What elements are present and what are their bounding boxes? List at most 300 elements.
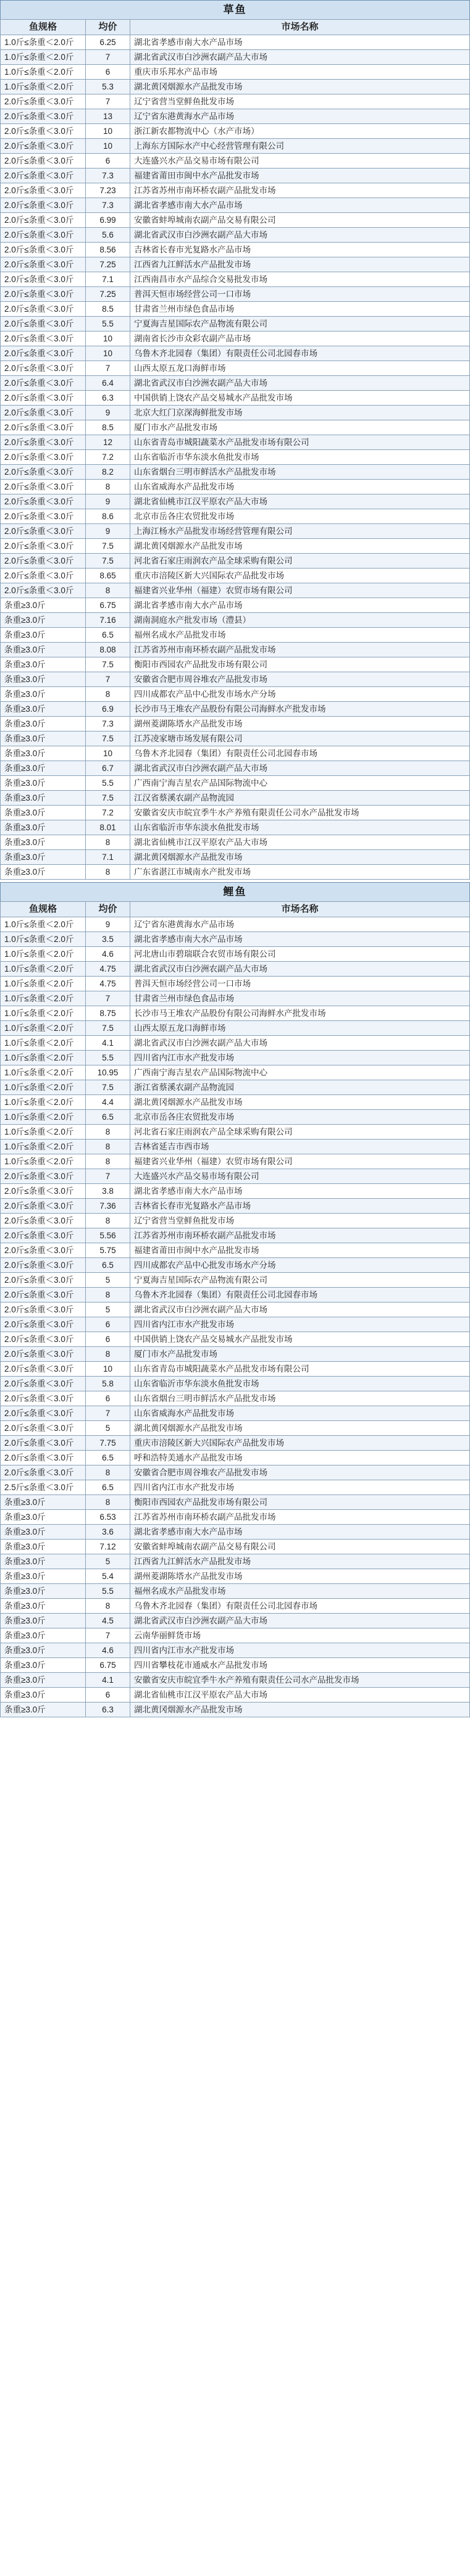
spec-cell: 条重≥3.0斤 xyxy=(1,1510,86,1525)
market-cell: 湖州菱湖陈塔水产品批发市场 xyxy=(130,1569,470,1584)
table-row xyxy=(1,583,470,598)
spec-cell: 条重≥3.0斤 xyxy=(1,672,86,687)
market-cell: 湖北省孝感市南大水产品市场 xyxy=(130,598,470,613)
spec-cell: 1.0斤≤条重＜2.0斤 xyxy=(1,1125,86,1140)
market-cell: 上海江杨水产品批发市场经营管理有限公司 xyxy=(130,524,470,539)
spec-cell: 2.0斤≤条重＜3.0斤 xyxy=(1,1391,86,1406)
table-row xyxy=(1,1184,470,1199)
market-cell: 四川省内江市水产批发市场 xyxy=(130,1051,470,1065)
spec-cell: 2.0斤≤条重＜3.0斤 xyxy=(1,1303,86,1317)
spec-cell: 1.0斤≤条重＜2.0斤 xyxy=(1,1065,86,1080)
table-row xyxy=(1,391,470,406)
spec-cell: 2.0斤≤条重＜3.0斤 xyxy=(1,554,86,569)
table-row xyxy=(1,109,470,124)
column-header-market: 市场名称 xyxy=(130,902,470,917)
table-row xyxy=(1,628,470,643)
table-row xyxy=(1,776,470,791)
market-cell: 山东省青岛市城阳蔬菜水产品批发市场有限公司 xyxy=(130,1362,470,1377)
table-row xyxy=(1,154,470,169)
price-cell: 7 xyxy=(86,1169,130,1184)
spec-cell: 2.0斤≤条重＜3.0斤 xyxy=(1,1436,86,1451)
table-row xyxy=(1,1391,470,1406)
market-cell: 广东省湛江市城南水产批发市场 xyxy=(130,865,470,880)
market-cell: 江苏省苏州市南环桥农副产品批发市场 xyxy=(130,183,470,198)
spec-cell: 2.0斤≤条重＜3.0斤 xyxy=(1,1332,86,1347)
price-cell: 8 xyxy=(86,583,130,598)
spec-cell: 2.0斤≤条重＜3.0斤 xyxy=(1,198,86,213)
spec-cell: 2.0斤≤条重＜3.0斤 xyxy=(1,494,86,509)
spec-cell: 条重≥3.0斤 xyxy=(1,791,86,806)
table-row xyxy=(1,1303,470,1317)
price-cell: 4.4 xyxy=(86,1095,130,1110)
market-cell: 辽宁省东港黄海水产品市场 xyxy=(130,917,470,932)
spec-cell: 1.0斤≤条重＜2.0斤 xyxy=(1,65,86,80)
price-cell: 7.3 xyxy=(86,198,130,213)
table-row xyxy=(1,1317,470,1332)
market-cell: 北京大红门京深海鲜批发市场 xyxy=(130,406,470,420)
table-row xyxy=(1,962,470,977)
market-cell: 江西省九江鲜活水产品批发市场 xyxy=(130,257,470,272)
table-row xyxy=(1,1510,470,1525)
price-cell: 7 xyxy=(86,1406,130,1421)
spec-cell: 2.0斤≤条重＜3.0斤 xyxy=(1,524,86,539)
price-cell: 6.5 xyxy=(86,1480,130,1495)
spec-cell: 2.0斤≤条重＜3.0斤 xyxy=(1,420,86,435)
table-row xyxy=(1,183,470,198)
market-cell: 北京市岳各庄农贸批发市场 xyxy=(130,1110,470,1125)
price-table xyxy=(0,901,470,1717)
spec-cell: 2.0斤≤条重＜3.0斤 xyxy=(1,583,86,598)
table-row xyxy=(1,991,470,1006)
price-cell: 8 xyxy=(86,1347,130,1362)
market-cell: 呼和浩特美通水产品批发市场 xyxy=(130,1451,470,1465)
spec-cell: 1.0斤≤条重＜2.0斤 xyxy=(1,1110,86,1125)
market-cell: 中国供销上饶农产品交易城水产品批发市场 xyxy=(130,1332,470,1347)
price-cell: 6.4 xyxy=(86,376,130,391)
spec-cell: 1.0斤≤条重＜2.0斤 xyxy=(1,1036,86,1051)
price-cell: 10 xyxy=(86,124,130,139)
market-cell: 山东省威海水产品批发市场 xyxy=(130,1406,470,1421)
market-cell: 乌鲁木齐北园春（集团）有限责任公司北园春市场 xyxy=(130,1288,470,1303)
price-cell: 5.5 xyxy=(86,1584,130,1599)
table-row xyxy=(1,198,470,213)
spec-cell: 2.0斤≤条重＜3.0斤 xyxy=(1,1465,86,1480)
price-cell: 7 xyxy=(86,361,130,376)
table-row xyxy=(1,272,470,287)
table-row xyxy=(1,80,470,94)
table-row xyxy=(1,257,470,272)
market-cell: 厦门市水产品批发市场 xyxy=(130,420,470,435)
table-row xyxy=(1,494,470,509)
price-table xyxy=(0,19,470,880)
table-row xyxy=(1,1169,470,1184)
table-row xyxy=(1,1421,470,1436)
spec-cell: 2.0斤≤条重＜3.0斤 xyxy=(1,1199,86,1214)
market-cell: 大连盛兴水产品交易市场有限公司 xyxy=(130,154,470,169)
price-cell: 7.5 xyxy=(86,1021,130,1036)
spec-cell: 2.0斤≤条重＜3.0斤 xyxy=(1,213,86,228)
price-cell: 7.3 xyxy=(86,169,130,183)
spec-cell: 2.0斤≤条重＜3.0斤 xyxy=(1,228,86,243)
spec-cell: 2.0斤≤条重＜3.0斤 xyxy=(1,361,86,376)
price-cell: 9 xyxy=(86,494,130,509)
table-row xyxy=(1,1036,470,1051)
table-row xyxy=(1,317,470,331)
table-row xyxy=(1,717,470,732)
spec-cell: 条重≥3.0斤 xyxy=(1,732,86,746)
spec-cell: 条重≥3.0斤 xyxy=(1,835,86,850)
table-row xyxy=(1,1065,470,1080)
table-row xyxy=(1,94,470,109)
market-cell: 安徽省蚌埠城南农副产品交易有限公司 xyxy=(130,213,470,228)
spec-cell: 1.0斤≤条重＜2.0斤 xyxy=(1,35,86,50)
spec-cell: 条重≥3.0斤 xyxy=(1,1643,86,1658)
table-row xyxy=(1,1110,470,1125)
table-row xyxy=(1,65,470,80)
price-cell: 9 xyxy=(86,917,130,932)
spec-cell: 条重≥3.0斤 xyxy=(1,1658,86,1673)
market-cell: 江苏省苏州市南环桥农副产品批发市场 xyxy=(130,643,470,657)
spec-cell: 2.0斤≤条重＜3.0斤 xyxy=(1,480,86,494)
market-cell: 衡阳市西园农产品批发市场有限公司 xyxy=(130,1495,470,1510)
table-row xyxy=(1,1628,470,1643)
price-cell: 10 xyxy=(86,331,130,346)
spec-cell: 条重≥3.0斤 xyxy=(1,1495,86,1510)
spec-cell: 2.0斤≤条重＜3.0斤 xyxy=(1,302,86,317)
table-row xyxy=(1,1569,470,1584)
table-row xyxy=(1,746,470,761)
market-cell: 浙江新农都物流中心（水产市场） xyxy=(130,124,470,139)
price-cell: 6 xyxy=(86,1391,130,1406)
price-cell: 9 xyxy=(86,406,130,420)
market-cell: 重庆市乐邦水产品市场 xyxy=(130,65,470,80)
market-cell: 河北唐山市碧瑞联合农贸市场有限公司 xyxy=(130,947,470,962)
spec-cell: 2.0斤≤条重＜3.0斤 xyxy=(1,376,86,391)
price-cell: 7.5 xyxy=(86,554,130,569)
market-cell: 长沙市马王堆农产品股份有限公司海鲜水产批发市场 xyxy=(130,1006,470,1021)
table-row xyxy=(1,1554,470,1569)
table-row xyxy=(1,50,470,65)
price-cell: 4.1 xyxy=(86,1036,130,1051)
table-row xyxy=(1,1599,470,1614)
price-cell: 6.25 xyxy=(86,35,130,50)
market-cell: 福州名成水产品批发市场 xyxy=(130,1584,470,1599)
market-cell: 湖北省仙桃市江汉平原农产品大市场 xyxy=(130,494,470,509)
price-cell: 4.75 xyxy=(86,977,130,991)
price-cell: 6 xyxy=(86,65,130,80)
price-cell: 10 xyxy=(86,746,130,761)
market-cell: 山东省临沂市华东淡水鱼批发市场 xyxy=(130,820,470,835)
spec-cell: 2.0斤≤条重＜3.0斤 xyxy=(1,406,86,420)
table-row xyxy=(1,1006,470,1021)
market-cell: 普洱天恒市场经营公司一口市场 xyxy=(130,977,470,991)
table-row xyxy=(1,1214,470,1228)
spec-cell: 2.0斤≤条重＜3.0斤 xyxy=(1,1214,86,1228)
market-cell: 重庆市涪陵区新大兴国际农产品批发市场 xyxy=(130,569,470,583)
market-cell: 山东省青岛市城阳蔬菜水产品批发市场有限公司 xyxy=(130,435,470,450)
spec-cell: 2.0斤≤条重＜3.0斤 xyxy=(1,1184,86,1199)
spec-cell: 条重≥3.0斤 xyxy=(1,776,86,791)
market-cell: 四川成都农产品中心批发市场水产分场 xyxy=(130,1258,470,1273)
spec-cell: 2.0斤≤条重＜3.0斤 xyxy=(1,169,86,183)
table-row xyxy=(1,702,470,717)
spec-cell: 2.0斤≤条重＜3.0斤 xyxy=(1,465,86,480)
table-row xyxy=(1,361,470,376)
price-cell: 7 xyxy=(86,50,130,65)
market-cell: 江苏凌家塘市场发展有限公司 xyxy=(130,732,470,746)
price-cell: 8 xyxy=(86,1495,130,1510)
spec-cell: 2.0斤≤条重＜3.0斤 xyxy=(1,1406,86,1421)
spec-cell: 条重≥3.0斤 xyxy=(1,1540,86,1554)
price-cell: 7.25 xyxy=(86,257,130,272)
table-row xyxy=(1,947,470,962)
spec-cell: 条重≥3.0斤 xyxy=(1,628,86,643)
table-row xyxy=(1,1154,470,1169)
spec-cell: 1.0斤≤条重＜2.0斤 xyxy=(1,917,86,932)
spec-cell: 条重≥3.0斤 xyxy=(1,1569,86,1584)
market-cell: 湖北黄冈烟源水产品批发市场 xyxy=(130,850,470,865)
spec-cell: 条重≥3.0斤 xyxy=(1,806,86,820)
spec-cell: 1.0斤≤条重＜2.0斤 xyxy=(1,1140,86,1154)
market-cell: 安徽省安庆市皖宜季牛水产养殖有限责任公司水产品批发市场 xyxy=(130,1673,470,1688)
market-cell: 山东省临沂市华东淡水鱼批发市场 xyxy=(130,450,470,465)
market-cell: 山东省威海水产品批发市场 xyxy=(130,480,470,494)
price-cell: 7 xyxy=(86,672,130,687)
price-cell: 5 xyxy=(86,1303,130,1317)
spec-cell: 2.0斤≤条重＜3.0斤 xyxy=(1,509,86,524)
price-cell: 6 xyxy=(86,1688,130,1703)
table-row xyxy=(1,732,470,746)
market-cell: 湖州菱湖陈塔水产品批发市场 xyxy=(130,717,470,732)
market-cell: 湖北省孝感市南大水产品市场 xyxy=(130,1184,470,1199)
price-cell: 7 xyxy=(86,1628,130,1643)
spec-cell: 条重≥3.0斤 xyxy=(1,717,86,732)
spec-cell: 2.0斤≤条重＜3.0斤 xyxy=(1,450,86,465)
spec-cell: 条重≥3.0斤 xyxy=(1,687,86,702)
market-cell: 山东省烟台三明市鲜活水产品批发市场 xyxy=(130,1391,470,1406)
spec-cell: 2.0斤≤条重＜3.0斤 xyxy=(1,1362,86,1377)
table-row xyxy=(1,1436,470,1451)
table-row xyxy=(1,1540,470,1554)
spec-cell: 1.0斤≤条重＜2.0斤 xyxy=(1,1051,86,1065)
market-cell: 湖北黄冈烟源水产品批发市场 xyxy=(130,1095,470,1110)
table-row xyxy=(1,406,470,420)
table-row xyxy=(1,1614,470,1628)
table-row xyxy=(1,524,470,539)
section-title: 草鱼 xyxy=(0,0,470,19)
market-cell: 福州名成水产品批发市场 xyxy=(130,628,470,643)
spec-cell: 条重≥3.0斤 xyxy=(1,1628,86,1643)
table-row xyxy=(1,1673,470,1688)
price-cell: 6.99 xyxy=(86,213,130,228)
price-cell: 6.7 xyxy=(86,761,130,776)
market-cell: 湖北省武汉市白沙洲农副产品大市场 xyxy=(130,1036,470,1051)
price-cell: 9 xyxy=(86,524,130,539)
market-cell: 湖北省孝感市南大水产品市场 xyxy=(130,1525,470,1540)
spec-cell: 条重≥3.0斤 xyxy=(1,613,86,628)
price-cell: 7.5 xyxy=(86,1080,130,1095)
price-cell: 7.5 xyxy=(86,791,130,806)
column-header-price: 均价 xyxy=(86,20,130,35)
price-cell: 4.6 xyxy=(86,1643,130,1658)
market-cell: 江西省九江鲜活水产品批发市场 xyxy=(130,1554,470,1569)
spec-cell: 条重≥3.0斤 xyxy=(1,1673,86,1688)
spec-cell: 2.0斤≤条重＜3.0斤 xyxy=(1,331,86,346)
table-row xyxy=(1,598,470,613)
price-cell: 8 xyxy=(86,865,130,880)
spec-cell: 2.0斤≤条重＜3.0斤 xyxy=(1,183,86,198)
table-row xyxy=(1,1258,470,1273)
price-cell: 7.5 xyxy=(86,539,130,554)
market-cell: 福建省兴业华州（福建）农贸市场有限公司 xyxy=(130,583,470,598)
spec-cell: 1.0斤≤条重＜2.0斤 xyxy=(1,1006,86,1021)
market-cell: 湖北省武汉市白沙洲农副产品大市场 xyxy=(130,1614,470,1628)
market-cell: 宁夏海吉星国际农产品物流有限公司 xyxy=(130,317,470,331)
market-cell: 乌鲁木齐北园春（集团）有限责任公司北园春市场 xyxy=(130,346,470,361)
spec-cell: 2.0斤≤条重＜3.0斤 xyxy=(1,139,86,154)
market-cell: 重庆市涪陵区新大兴国际农产品批发市场 xyxy=(130,1436,470,1451)
market-cell: 湖北省仙桃市江汉平原农产品大市场 xyxy=(130,835,470,850)
header-row xyxy=(1,902,470,917)
price-cell: 7.5 xyxy=(86,732,130,746)
market-cell: 中国供销上饶农产品交易城水产品批发市场 xyxy=(130,391,470,406)
price-cell: 6.53 xyxy=(86,1510,130,1525)
spec-cell: 条重≥3.0斤 xyxy=(1,746,86,761)
market-cell: 北京市岳各庄农贸批发市场 xyxy=(130,509,470,524)
price-cell: 8 xyxy=(86,1125,130,1140)
price-cell: 3.6 xyxy=(86,1525,130,1540)
market-cell: 吉林省长春市光复路水产品市场 xyxy=(130,243,470,257)
price-cell: 6.5 xyxy=(86,1258,130,1273)
price-cell: 5 xyxy=(86,1421,130,1436)
price-cell: 6 xyxy=(86,1332,130,1347)
spec-cell: 条重≥3.0斤 xyxy=(1,1584,86,1599)
price-cell: 8 xyxy=(86,1154,130,1169)
price-cell: 5.75 xyxy=(86,1243,130,1258)
table-row xyxy=(1,243,470,257)
market-cell: 湖北黄冈烟源水产品批发市场 xyxy=(130,539,470,554)
column-header-price: 均价 xyxy=(86,902,130,917)
table-row xyxy=(1,1243,470,1258)
spec-cell: 条重≥3.0斤 xyxy=(1,598,86,613)
market-cell: 湖北省武汉市白沙洲农副产品大市场 xyxy=(130,761,470,776)
market-cell: 四川省内江市水产批发市场 xyxy=(130,1317,470,1332)
table-row xyxy=(1,1525,470,1540)
price-cell: 8 xyxy=(86,1599,130,1614)
market-cell: 江西南昌市水产品综合交易批发市场 xyxy=(130,272,470,287)
spec-cell: 1.0斤≤条重＜2.0斤 xyxy=(1,50,86,65)
section-title: 鲤鱼 xyxy=(0,882,470,901)
price-cell: 8.5 xyxy=(86,302,130,317)
table-row xyxy=(1,1362,470,1377)
price-cell: 8 xyxy=(86,480,130,494)
price-cell: 8 xyxy=(86,687,130,702)
price-cell: 5.6 xyxy=(86,228,130,243)
table-row xyxy=(1,657,470,672)
market-cell: 吉林省长春市光复路水产品市场 xyxy=(130,1199,470,1214)
table-row xyxy=(1,435,470,450)
table-row xyxy=(1,228,470,243)
price-cell: 13 xyxy=(86,109,130,124)
price-cell: 6.3 xyxy=(86,391,130,406)
table-row xyxy=(1,1199,470,1214)
price-cell: 7.3 xyxy=(86,717,130,732)
spec-cell: 1.0斤≤条重＜2.0斤 xyxy=(1,80,86,94)
price-cell: 6.5 xyxy=(86,1451,130,1465)
market-cell: 上海东方国际水产中心经营管理有限公司 xyxy=(130,139,470,154)
market-cell: 厦门市水产品批发市场 xyxy=(130,1347,470,1362)
price-cell: 7.5 xyxy=(86,657,130,672)
market-cell: 安徽省合肥市周谷堆农产品批发市场 xyxy=(130,1465,470,1480)
spec-cell: 条重≥3.0斤 xyxy=(1,702,86,717)
table-row xyxy=(1,1377,470,1391)
spec-cell: 2.0斤≤条重＜3.0斤 xyxy=(1,435,86,450)
market-cell: 湖北黄冈烟源水产品批发市场 xyxy=(130,1421,470,1436)
table-row xyxy=(1,1095,470,1110)
price-cell: 8.75 xyxy=(86,1006,130,1021)
price-cell: 6 xyxy=(86,154,130,169)
market-cell: 浙江省蔡溪农副产品物流园 xyxy=(130,1080,470,1095)
spec-cell: 条重≥3.0斤 xyxy=(1,657,86,672)
table-row xyxy=(1,1332,470,1347)
table-row xyxy=(1,1703,470,1717)
price-cell: 5.56 xyxy=(86,1228,130,1243)
spec-cell: 2.0斤≤条重＜3.0斤 xyxy=(1,1377,86,1391)
table-row xyxy=(1,917,470,932)
spec-cell: 2.0斤≤条重＜3.0斤 xyxy=(1,391,86,406)
table-row xyxy=(1,977,470,991)
market-cell: 福建省莆田市闽中水产品批发市场 xyxy=(130,1243,470,1258)
table-row xyxy=(1,539,470,554)
market-cell: 四川省内江市水产批发市场 xyxy=(130,1480,470,1495)
table-row xyxy=(1,1228,470,1243)
table-row xyxy=(1,287,470,302)
price-cell: 3.8 xyxy=(86,1184,130,1199)
price-cell: 5.3 xyxy=(86,80,130,94)
spec-cell: 条重≥3.0斤 xyxy=(1,1688,86,1703)
market-cell: 湖北省武汉市白沙洲农副产品大市场 xyxy=(130,228,470,243)
price-cell: 5.5 xyxy=(86,1051,130,1065)
spec-cell: 条重≥3.0斤 xyxy=(1,1599,86,1614)
market-cell: 四川成都农产品中心批发市场水产分场 xyxy=(130,687,470,702)
table-row xyxy=(1,1406,470,1421)
market-cell: 湖北省孝感市南大水产品市场 xyxy=(130,198,470,213)
market-cell: 湖北省武汉市白沙洲农副产品大市场 xyxy=(130,1303,470,1317)
spec-cell: 2.0斤≤条重＜3.0斤 xyxy=(1,1347,86,1362)
price-cell: 5.5 xyxy=(86,776,130,791)
market-cell: 湖北黄冈烟源水产品批发市场 xyxy=(130,80,470,94)
spec-cell: 1.0斤≤条重＜2.0斤 xyxy=(1,1021,86,1036)
market-cell: 辽宁省营当堂鲜鱼批发市场 xyxy=(130,1214,470,1228)
spec-cell: 2.0斤≤条重＜3.0斤 xyxy=(1,346,86,361)
spec-cell: 2.0斤≤条重＜3.0斤 xyxy=(1,1273,86,1288)
spec-cell: 1.0斤≤条重＜2.0斤 xyxy=(1,932,86,947)
spec-cell: 2.0斤≤条重＜3.0斤 xyxy=(1,287,86,302)
table-row xyxy=(1,1465,470,1480)
spec-cell: 条重≥3.0斤 xyxy=(1,1614,86,1628)
table-row xyxy=(1,35,470,50)
table-row xyxy=(1,465,470,480)
price-cell: 6.3 xyxy=(86,1703,130,1717)
price-cell: 6.5 xyxy=(86,1110,130,1125)
table-row xyxy=(1,850,470,865)
price-cell: 4.6 xyxy=(86,947,130,962)
market-cell: 甘肃省兰州市绿色食品市场 xyxy=(130,302,470,317)
market-cell: 山西太原五龙口海鲜市场 xyxy=(130,1021,470,1036)
spec-cell: 2.0斤≤条重＜3.0斤 xyxy=(1,257,86,272)
table-row xyxy=(1,302,470,317)
spec-cell: 1.0斤≤条重＜2.0斤 xyxy=(1,1095,86,1110)
